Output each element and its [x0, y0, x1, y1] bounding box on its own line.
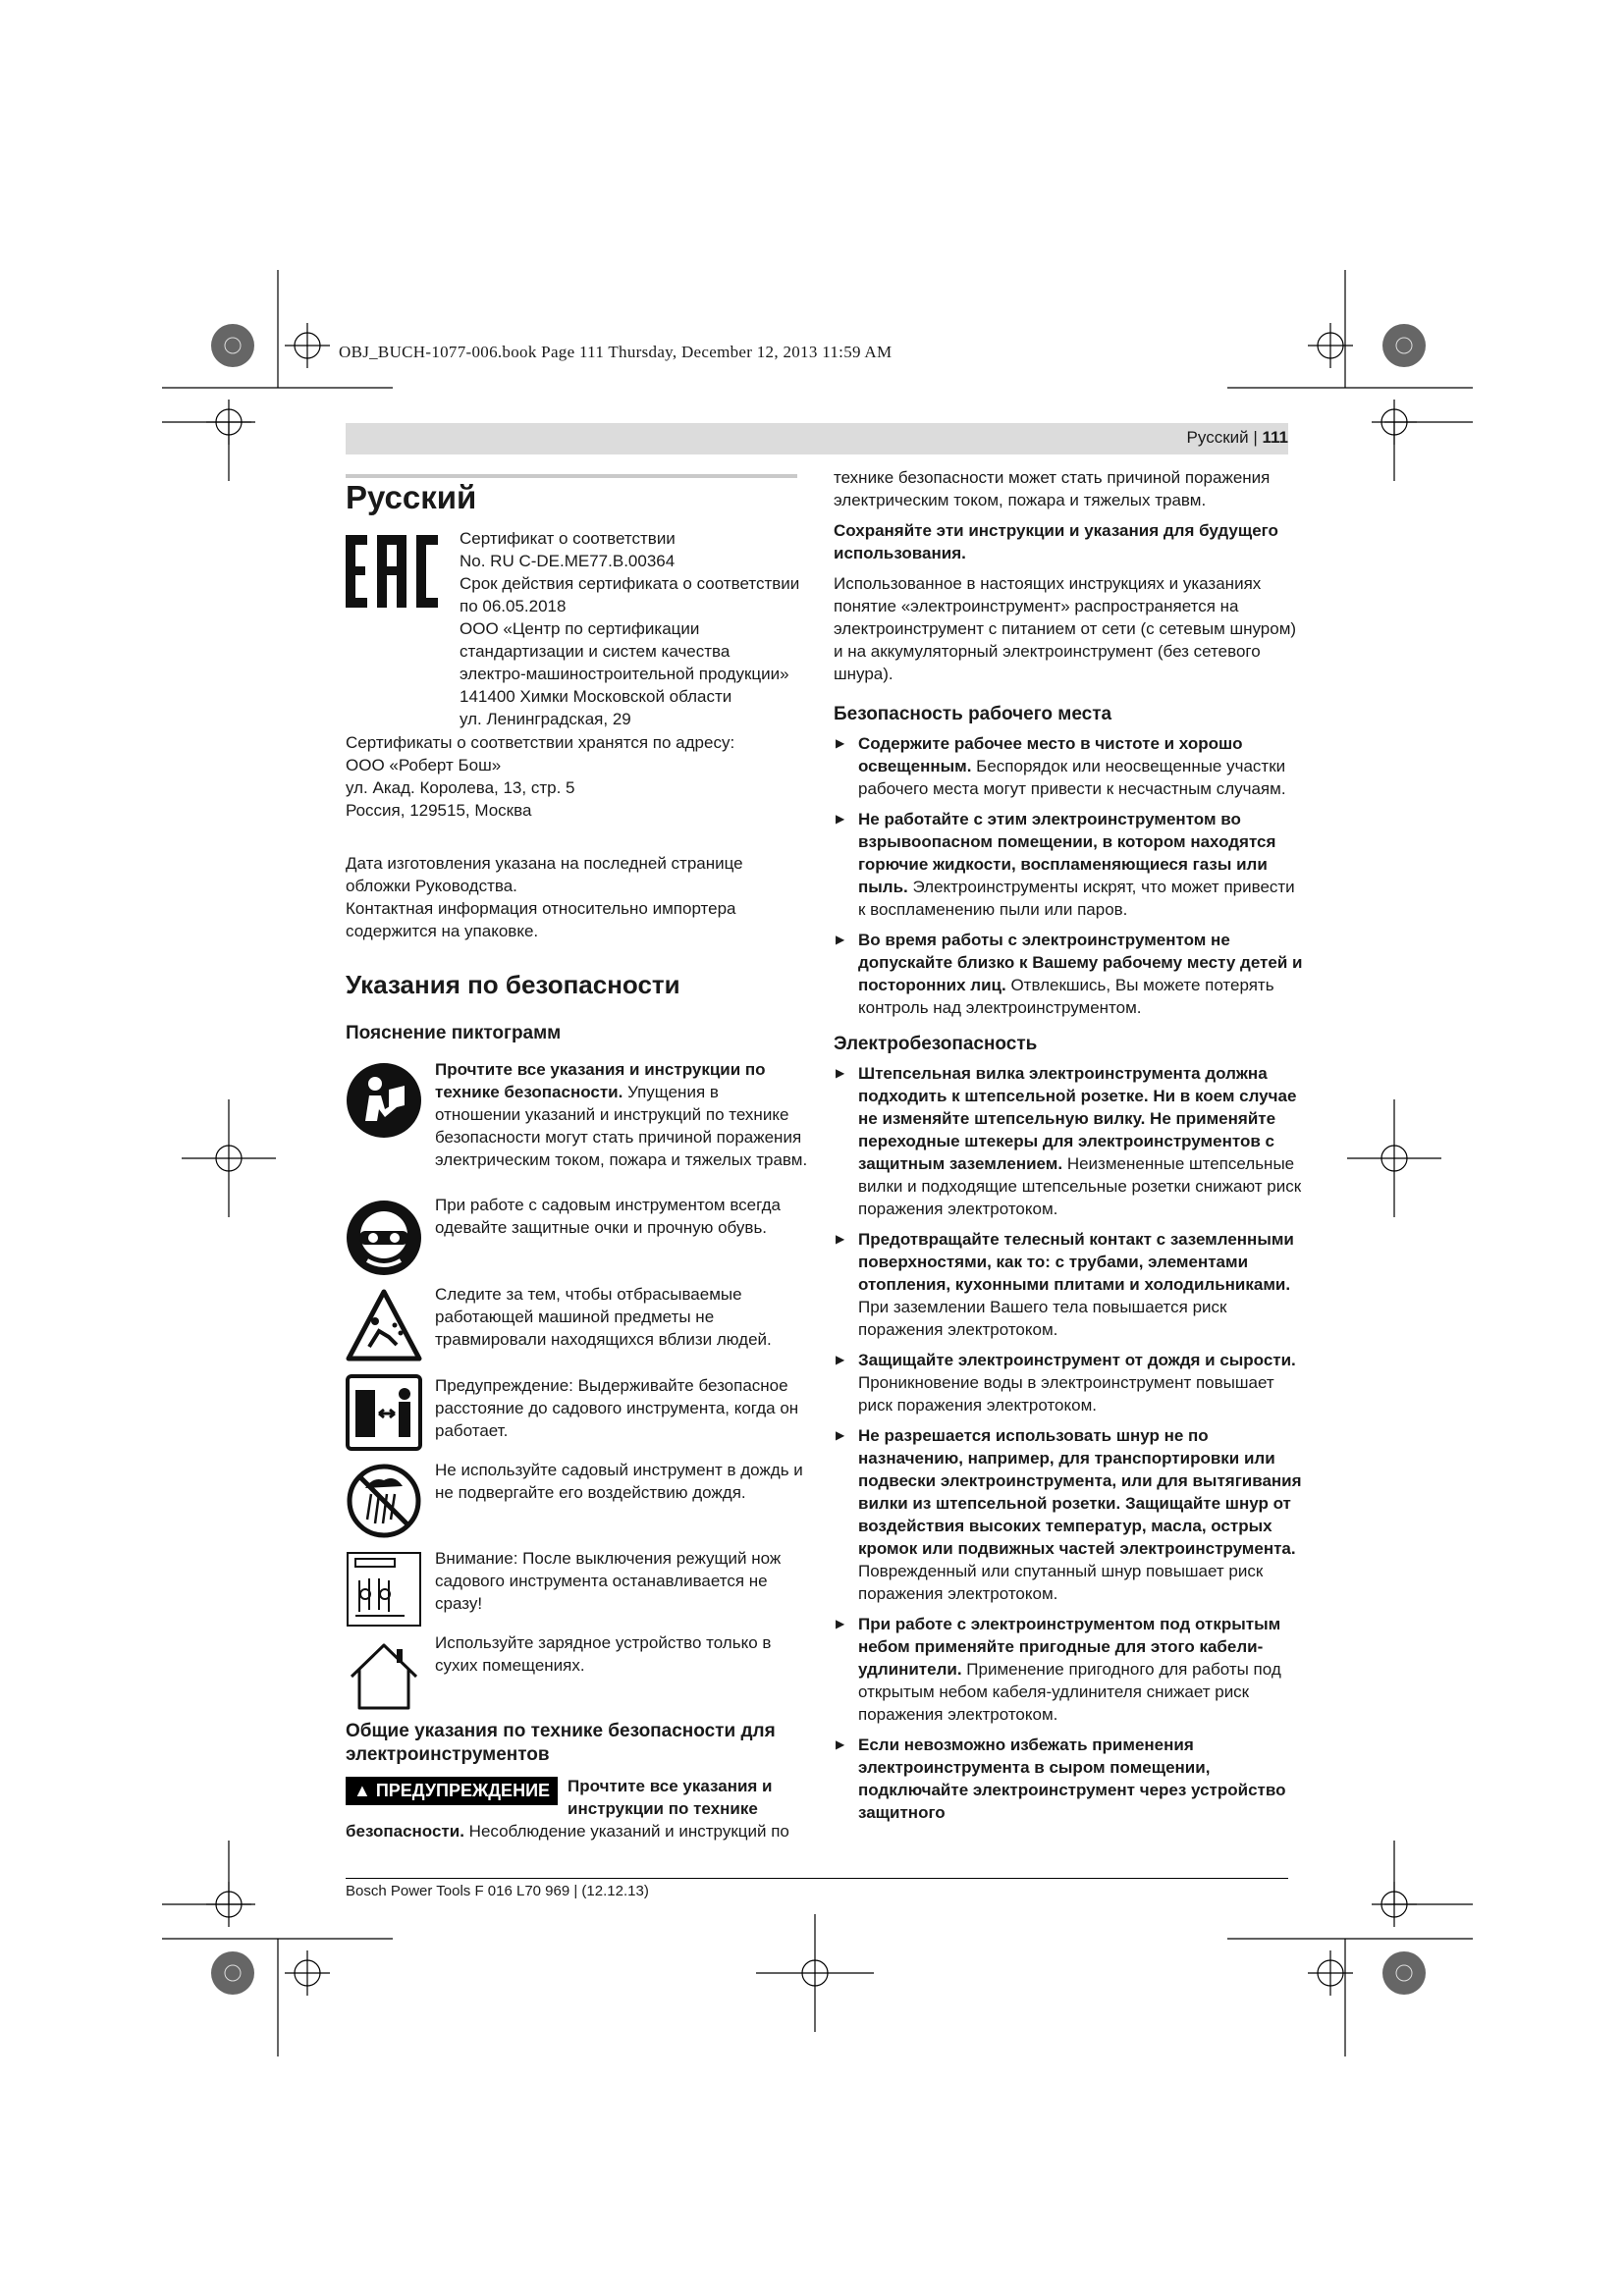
thrown-objects-icon [346, 1288, 422, 1364]
storage-line: ООО «Роберт Бош» [346, 756, 502, 774]
cert-line: электро-машиностроительной продукции» [460, 665, 789, 683]
running-header: Русский | 111 [1186, 428, 1288, 447]
cert-line: No. RU C-DE.ME77.B.00364 [460, 552, 676, 570]
electric-list [834, 1062, 1303, 1824]
list-item [834, 1613, 1303, 1726]
item-text: Поврежденный или спутанный шнур повышает риск поражения электротоком. [858, 1562, 1264, 1603]
read-manual-icon [346, 1062, 422, 1139]
warning-block [346, 1775, 807, 1842]
save-instructions: Сохраняйте эти инструкции и указания для будущего использования. [834, 521, 1278, 562]
cert-line: 141400 Химки Московской области [460, 687, 732, 706]
item-bold: При работе с электроинструментом под открытым небом применяйте пригодные для этого кабели-удлинители. [858, 1615, 1281, 1679]
general-heading: Общие указания по технике безопасности для электроинструментов [346, 1721, 776, 1765]
warning-bold: Прочтите все указания и инструкции по технике безопасности. [346, 1777, 773, 1841]
item-text: Неизмененные штепсельные вилки и подходящие штепсельные розетки снижают риск поражения электротоком. [858, 1154, 1302, 1218]
pictogram-text-thrown-objects: Следите за тем, чтобы отбрасываемые работающей машиной предметы не травмировали находящихся вблизи людей. [435, 1285, 772, 1349]
pictogram-text-charger: Используйте зарядное устройство только в сухих помещениях. [435, 1633, 772, 1675]
storage-line: Россия, 129515, Москва [346, 801, 532, 820]
pictogram-text-read-manual [435, 1058, 808, 1171]
blade-coasting-icon [346, 1551, 422, 1628]
print-info: OBJ_BUCH-1077-006.book Page 111 Thursday, December 12, 2013 11:59 AM [339, 343, 893, 361]
list-item [834, 929, 1303, 1019]
list-item [834, 1349, 1303, 1416]
item-bold: Во время работы с электроинструментом не допускайте близко к Вашему рабочему месту детей и посторонних лиц. [858, 931, 1303, 994]
warning-badge-label: ПРЕДУПРЕЖДЕНИЕ [375, 1781, 551, 1800]
item-text: Проникновение воды в электроинструмент повышает риск поражения электротоком. [858, 1373, 1274, 1415]
list-item [834, 808, 1303, 921]
warning-text: Несоблюдение указаний и инструкций по [463, 1822, 789, 1841]
storage-line: Сертификаты о соответствии хранятся по адресу: [346, 733, 735, 752]
pictogram-text-rain: Не используйте садовый инструмент в дождь и не подвергайте его воздействию дождя. [435, 1461, 803, 1502]
pictogram-heading: Пояснение пиктограмм [346, 1023, 562, 1043]
indoor-charging-icon [346, 1637, 422, 1714]
term-definition: Использованное в настоящих инструкциях и указаниях понятие «электроинструмент» распространяется на электроинструмент с питанием от сети (с сетевым шнуром) и на аккумуляторный электроинструмент (без сетевого шнура). [834, 574, 1297, 683]
date-line: содержится на упаковке. [346, 922, 539, 940]
left-column [346, 478, 807, 517]
workplace-list [834, 732, 1303, 1019]
workplace-heading: Безопасность рабочего места [834, 704, 1112, 724]
warning-badge: ▲ ПРЕДУПРЕЖДЕНИЕ [346, 1777, 558, 1805]
safety-heading: Указания по безопасности [346, 970, 680, 999]
pictogram-text-blade: Внимание: После выключения режущий нож садового инструмента останавливается не сразу! [435, 1549, 782, 1613]
item-bold: Штепсельная вилка электроинструмента должна подходить к штепсельной розетке. Ни в коем случае не изменяйте штепсельную вилку. Не применяйте переходные штекеры для электроинструментов с защитным заземлением. [858, 1064, 1297, 1173]
storage-line: ул. Акад. Королева, 13, стр. 5 [346, 778, 575, 797]
footer-rule [346, 1878, 1288, 1879]
safety-goggles-icon [346, 1200, 422, 1276]
continued-text: технике безопасности может стать причиной поражения электрическим током, пожара и тяжелых травм. [834, 468, 1271, 509]
list-item [834, 1734, 1303, 1824]
item-text: При заземлении Вашего тела повышается риск поражения электротоком. [858, 1298, 1227, 1339]
date-block [346, 852, 807, 942]
date-line: обложки Руководства. [346, 877, 517, 895]
item-bold: Содержите рабочее место в чистоте и хорошо освещенным. [858, 734, 1243, 775]
no-rain-icon [346, 1463, 422, 1539]
item-text: Отвлекшись, Вы можете потерять контроль над электроинструментом. [858, 976, 1274, 1017]
keep-distance-icon [346, 1374, 422, 1451]
list-item [834, 732, 1303, 800]
list-item [834, 1228, 1303, 1341]
cert-line: ООО «Центр по сертификации [460, 619, 700, 638]
item-bold: Защищайте электроинструмент от дождя и сырости. [858, 1351, 1296, 1369]
cert-line: стандартизации и систем качества [460, 642, 731, 661]
cert-line: Сертификат о соответствии [460, 529, 676, 548]
storage-block [346, 731, 807, 822]
footer-text: Bosch Power Tools F 016 L70 969 | (12.12.13) [346, 1883, 649, 1899]
item-text: Беспорядок или неосвещенные участки рабочего места могут привести к несчастным случаям. [858, 757, 1286, 798]
electric-heading: Электробезопасность [834, 1034, 1038, 1054]
pictogram-bold: Прочтите все указания и инструкции по технике безопасности. [435, 1060, 766, 1101]
right-column [834, 466, 1303, 1832]
item-bold: Если невозможно избежать применения электроинструмента в сыром помещении, подключайте электроинструмент через устройство защитного [858, 1735, 1286, 1822]
item-bold: Не разрешается использовать шнур не по назначению, например, для транспортировки или подвески электроинструмента, или для вытягивания вилки из штепсельной розетки. Защищайте шнур от воздействия высоких температур, масла, острых кромок или подвижных частей электроинструмента. [858, 1426, 1302, 1558]
header-bar [346, 423, 1288, 454]
pictogram-desc: Упущения в отношении указаний и инструкций по технике безопасности могут стать причиной поражения электрическим током, пожара и тяжелых травм. [435, 1083, 808, 1169]
header-section: Русский [1186, 428, 1249, 447]
cert-line: Срок действия сертификата о соответствии [460, 574, 800, 593]
list-item [834, 1424, 1303, 1605]
date-line: Дата изготовления указана на последней странице [346, 854, 743, 873]
date-line: Контактная информация относительно импортера [346, 899, 736, 918]
pictogram-text-distance: Предупреждение: Выдерживайте безопасное расстояние до садового инструмента, когда он работает. [435, 1376, 799, 1440]
item-bold: Предотвращайте телесный контакт с заземленными поверхностями, как то: с трубами, элементами отопления, кухонными плитами и холодильниками. [858, 1230, 1294, 1294]
item-text: Электроинструменты искрят, что может привести к воспламенению пыли или паров. [858, 878, 1295, 919]
pictogram-text-goggles: При работе с садовым инструментом всегда одевайте защитные очки и прочную обувь. [435, 1196, 781, 1237]
item-text: Применение пригодного для работы под открытым небом кабеля-удлинителя снижает риск поражения электротоком. [858, 1660, 1281, 1724]
list-item [834, 1062, 1303, 1220]
certificate-block [460, 527, 813, 730]
page-title: Русский [346, 479, 477, 515]
eac-logo [346, 535, 444, 612]
cert-line: ул. Ленинградская, 29 [460, 710, 631, 728]
cert-line: по 06.05.2018 [460, 597, 567, 615]
page-number: 111 [1262, 428, 1288, 447]
item-bold: Не работайте с этим электроинструментом во взрывоопасном помещении, в котором находятся горючие жидкости, воспламеняющиеся газы или пыль. [858, 810, 1276, 896]
